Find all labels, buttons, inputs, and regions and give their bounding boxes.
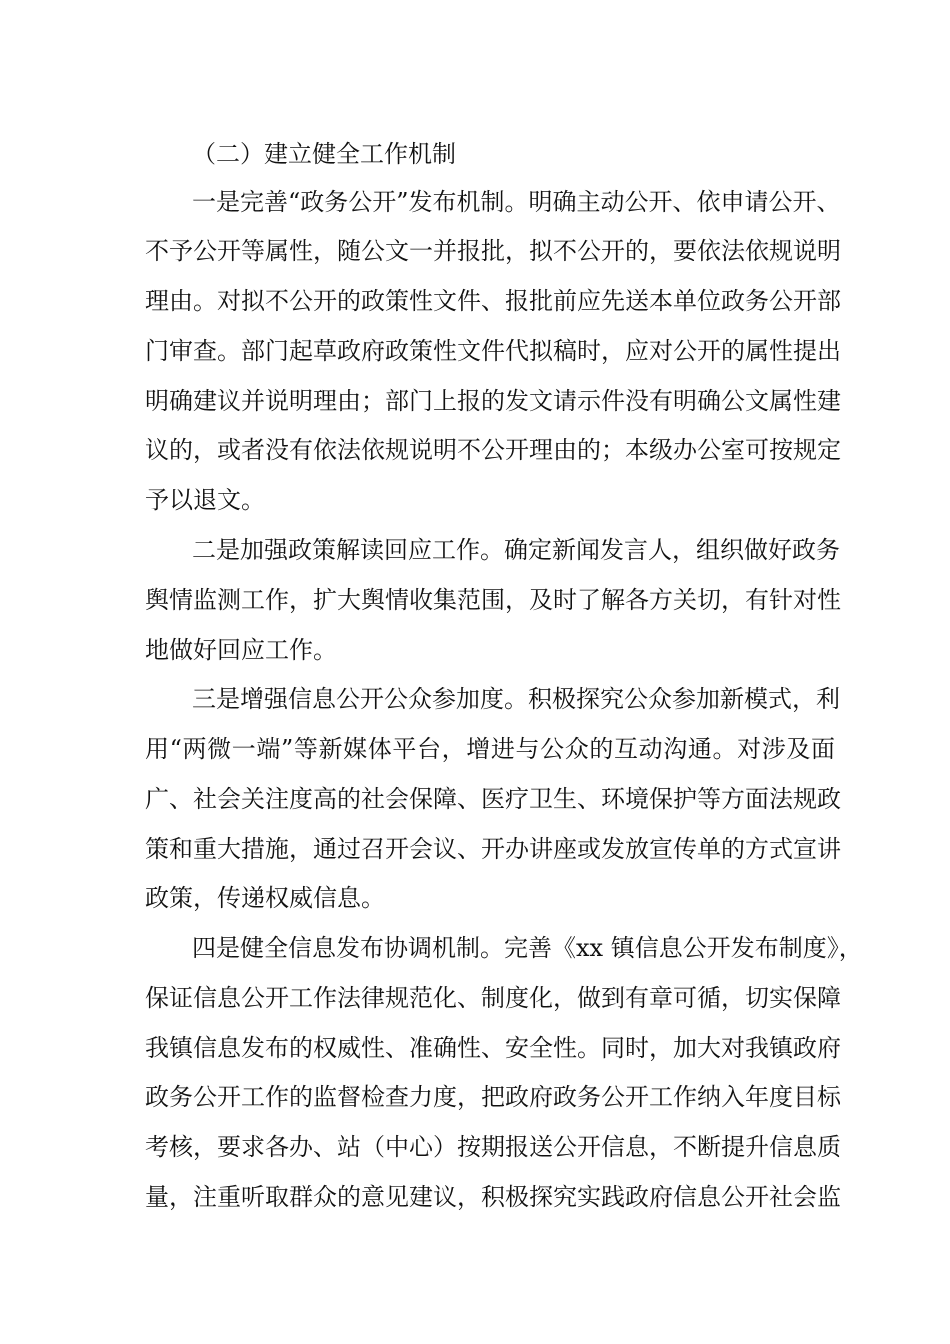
paragraph-line: 明确建议并说明理由；部门上报的发文请示件没有明确公文属性建 [145, 387, 841, 415]
paragraph-line: 二是加强政策解读回应工作。确定新闻发言人，组织做好政务 [192, 536, 840, 564]
section-heading: （二）建立健全工作机制 [192, 140, 456, 168]
paragraph-line: 予以退文。 [145, 486, 265, 514]
paragraph-line: 三是增强信息公开公众参加度。积极探究公众参加新模式，利 [192, 685, 840, 713]
paragraph-line: 量，注重听取群众的意见建议，积极探究实践政府信息公开社会监 [145, 1183, 841, 1211]
paragraph-line: 舆情监测工作，扩大舆情收集范围，及时了解各方关切，有针对性 [145, 586, 841, 614]
paragraph-line: 门审查。部门起草政府政策性文件代拟稿时，应对公开的属性提出 [145, 337, 841, 365]
paragraph-line: 策和重大措施，通过召开会议、开办讲座或发放宣传单的方式宣讲 [145, 835, 841, 863]
paragraph-line: 理由。对拟不公开的政策性文件、报批前应先送本单位政务公开部 [145, 287, 841, 315]
paragraph-line: 保证信息公开工作法律规范化、制度化，做到有章可循，切实保障 [145, 984, 841, 1012]
paragraph-line: 议的，或者没有依法依规说明不公开理由的；本级办公室可按规定 [145, 436, 841, 464]
paragraph-line: 一是完善“政务公开”发布机制。明确主动公开、依申请公开、 [192, 188, 841, 216]
paragraph-line: 地做好回应工作。 [145, 636, 337, 664]
paragraph-line: 考核，要求各办、站（中心）按期报送公开信息，不断提升信息质 [145, 1133, 841, 1161]
paragraph-line: 用“两微一端”等新媒体平台，增进与公众的互动沟通。对涉及面 [145, 735, 835, 763]
paragraph-line: 四是健全信息发布协调机制。完善《xx 镇信息公开发布制度》， [192, 934, 863, 962]
paragraph-line: 广、社会关注度高的社会保障、医疗卫生、环境保护等方面法规政 [145, 785, 841, 813]
paragraph-line: 我镇信息发布的权威性、准确性、安全性。同时，加大对我镇政府 [145, 1034, 841, 1062]
paragraph-line: 不予公开等属性，随公文一并报批，拟不公开的，要依法依规说明 [145, 237, 841, 265]
paragraph-line: 政务公开工作的监督检查力度，把政府政务公开工作纳入年度目标 [145, 1083, 841, 1111]
paragraph-line: 政策，传递权威信息。 [145, 884, 385, 912]
